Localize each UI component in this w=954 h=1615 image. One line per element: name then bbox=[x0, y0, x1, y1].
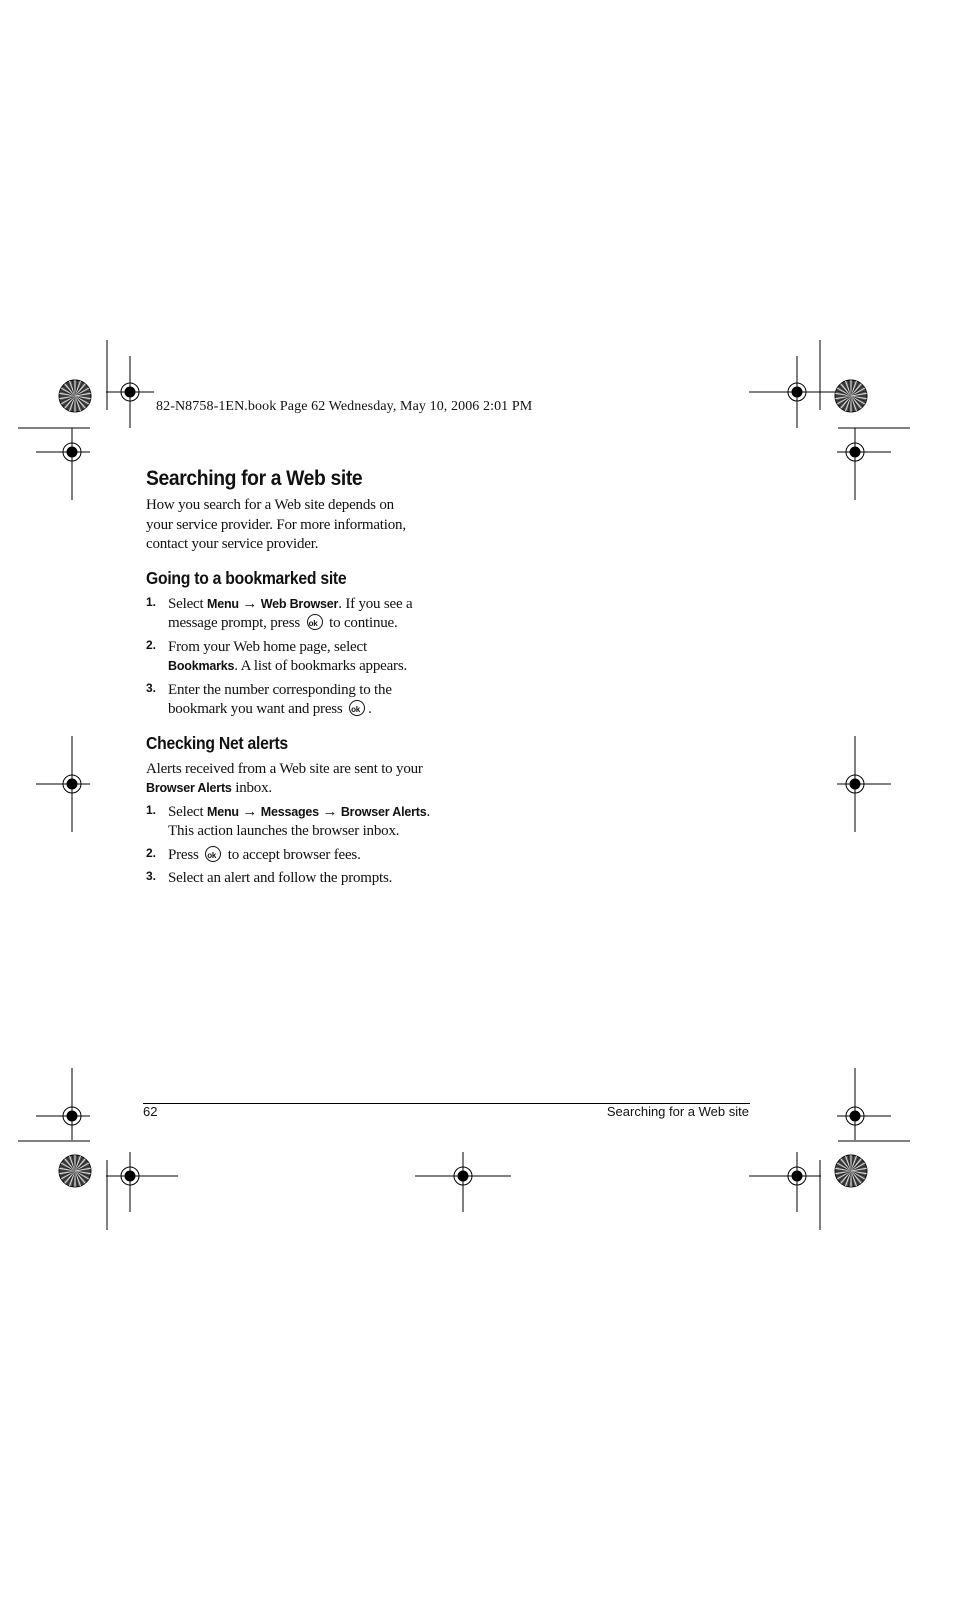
step-line: Select Menu → Messages → Browser Alerts. bbox=[168, 803, 431, 820]
sunburst-mark bbox=[59, 380, 91, 412]
section-heading-net-alerts: Checking Net alerts bbox=[146, 732, 288, 753]
step-number: 2. bbox=[146, 637, 157, 652]
list-item bbox=[146, 638, 446, 677]
list-item bbox=[146, 681, 446, 720]
intro-line: your service provider. For more information, bbox=[146, 516, 406, 533]
list-item bbox=[146, 869, 446, 889]
section-intro: Alerts received from a Web site are sent to your bbox=[146, 760, 423, 777]
step-line: Select Menu → Web Browser. If you see a bbox=[168, 595, 413, 612]
step-number: 1. bbox=[146, 594, 157, 609]
page-title: Searching for a Web site bbox=[146, 467, 363, 490]
ok-key-icon bbox=[307, 614, 323, 630]
step-number: 3. bbox=[146, 869, 157, 883]
step-line: message prompt, press ok to continue. bbox=[168, 614, 446, 634]
step-line: From your Web home page, select bbox=[168, 638, 367, 655]
step-number: 1. bbox=[146, 802, 157, 817]
step-number: 3. bbox=[146, 680, 157, 695]
list-item bbox=[146, 846, 446, 866]
sunburst-mark bbox=[835, 380, 867, 412]
section-intro: Browser Alerts inbox. bbox=[146, 780, 272, 796]
sunburst-mark bbox=[835, 1155, 867, 1187]
step-line: Enter the number corresponding to the bbox=[168, 681, 392, 698]
section-heading-bookmarks: Going to a bookmarked site bbox=[146, 567, 347, 588]
sunburst-mark bbox=[59, 1155, 91, 1187]
step-line: Bookmarks. A list of bookmarks appears. bbox=[168, 658, 408, 674]
ok-key-icon bbox=[205, 846, 221, 862]
list-item bbox=[146, 803, 446, 842]
step-line: This action launches the browser inbox. bbox=[168, 823, 400, 839]
page-content bbox=[146, 467, 446, 889]
intro-line: contact your service provider. bbox=[146, 536, 319, 552]
intro-line: How you search for a Web site depends on bbox=[146, 497, 394, 513]
running-footer-title: Searching for a Web site bbox=[606, 1104, 749, 1119]
page-number: 62 bbox=[143, 1104, 158, 1119]
step-line: Press ok to accept browser fees. bbox=[168, 846, 446, 866]
step-number: 2. bbox=[146, 845, 157, 860]
book-slug: 82-N8758-1EN.book Page 62 Wednesday, May 10, 2006 2:01 PM bbox=[156, 399, 533, 414]
step-line: bookmark you want and press ok. bbox=[168, 700, 446, 720]
step-line: Select an alert and follow the prompts. bbox=[168, 870, 393, 886]
list-item bbox=[146, 595, 446, 634]
ok-key-icon bbox=[349, 700, 365, 716]
